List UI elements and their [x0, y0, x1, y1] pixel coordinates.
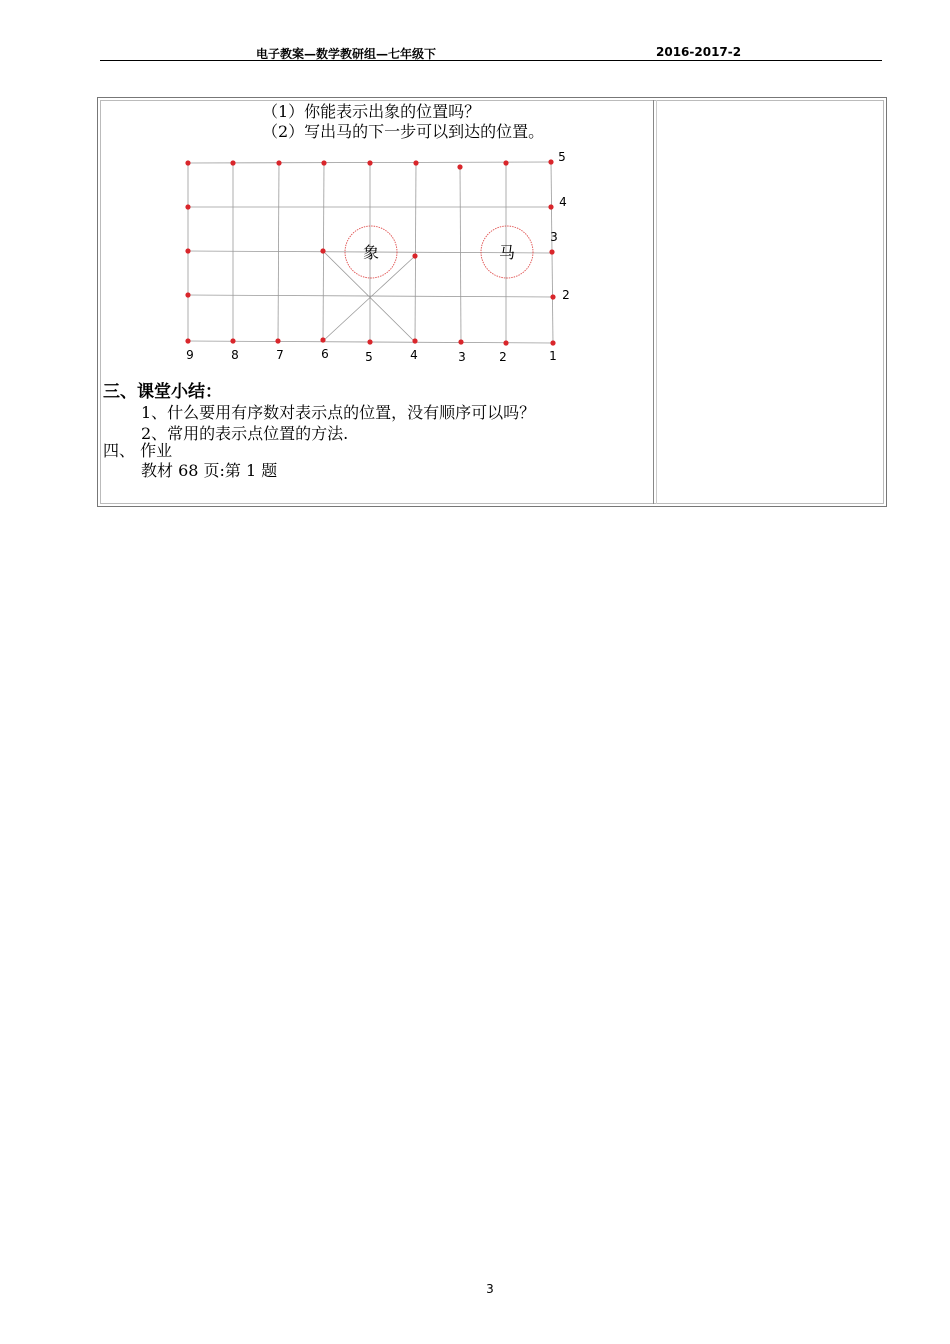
chess-board-diagram: [175, 148, 595, 373]
board-point: [275, 338, 280, 343]
column-label: 1: [549, 349, 557, 363]
summary-item-1: 1、什么要用有序数对表示点的位置，没有顺序可以吗？: [141, 403, 536, 422]
page-header: [100, 44, 882, 60]
page-number: 3: [486, 1282, 494, 1296]
board-point: [503, 160, 508, 165]
board-point: [230, 338, 235, 343]
column-label: 3: [458, 350, 466, 364]
column-label: 4: [410, 348, 418, 362]
board-point: [321, 160, 326, 165]
board-labels: [186, 150, 570, 364]
piece-label: 象: [362, 243, 380, 262]
header-title: 电子教案—数学教研组—七年级下: [256, 47, 437, 61]
board-point: [412, 253, 417, 258]
board-point: [550, 294, 555, 299]
question-1: （1）你能表示出象的位置吗？: [262, 102, 481, 121]
table-column-divider: [653, 100, 657, 504]
summary-heading: 三、课堂小结：: [103, 382, 222, 402]
board-point: [503, 340, 508, 345]
board-point: [276, 160, 281, 165]
homework-item: 教材 68 页:第 1 题: [141, 461, 278, 480]
row-label: 4: [559, 195, 567, 209]
header-date: 2016-2017-2: [656, 45, 742, 59]
board-point: [548, 204, 553, 209]
board-point: [367, 339, 372, 344]
board-point: [185, 204, 190, 209]
board-point: [185, 248, 190, 253]
board-point: [185, 160, 190, 165]
board-point: [367, 160, 372, 165]
board-point: [185, 292, 190, 297]
column-label: 6: [321, 347, 329, 361]
column-label: 8: [231, 348, 239, 362]
board-point: [320, 248, 325, 253]
column-label: 5: [365, 350, 373, 364]
piece-label: 马: [498, 243, 516, 262]
column-label: 9: [186, 348, 194, 362]
header-rule: [100, 60, 882, 61]
board-point: [549, 249, 554, 254]
homework-heading: 四、 作业: [103, 441, 173, 460]
question-2: （2）写出马的下一步可以到达的位置。: [262, 122, 545, 141]
column-label: 2: [499, 350, 507, 364]
column-label: 7: [276, 348, 284, 362]
row-label: 3: [550, 230, 558, 244]
board-point: [230, 160, 235, 165]
board-point: [457, 164, 462, 169]
board-point: [458, 339, 463, 344]
board-point: [550, 340, 555, 345]
row-label: 5: [558, 150, 566, 164]
board-point: [548, 159, 553, 164]
row-label: 2: [562, 288, 570, 302]
board-point: [412, 338, 417, 343]
board-point: [185, 338, 190, 343]
summary-item-2: 2、常用的表示点位置的方法.: [141, 424, 349, 443]
board-point: [320, 337, 325, 342]
board-point: [413, 160, 418, 165]
